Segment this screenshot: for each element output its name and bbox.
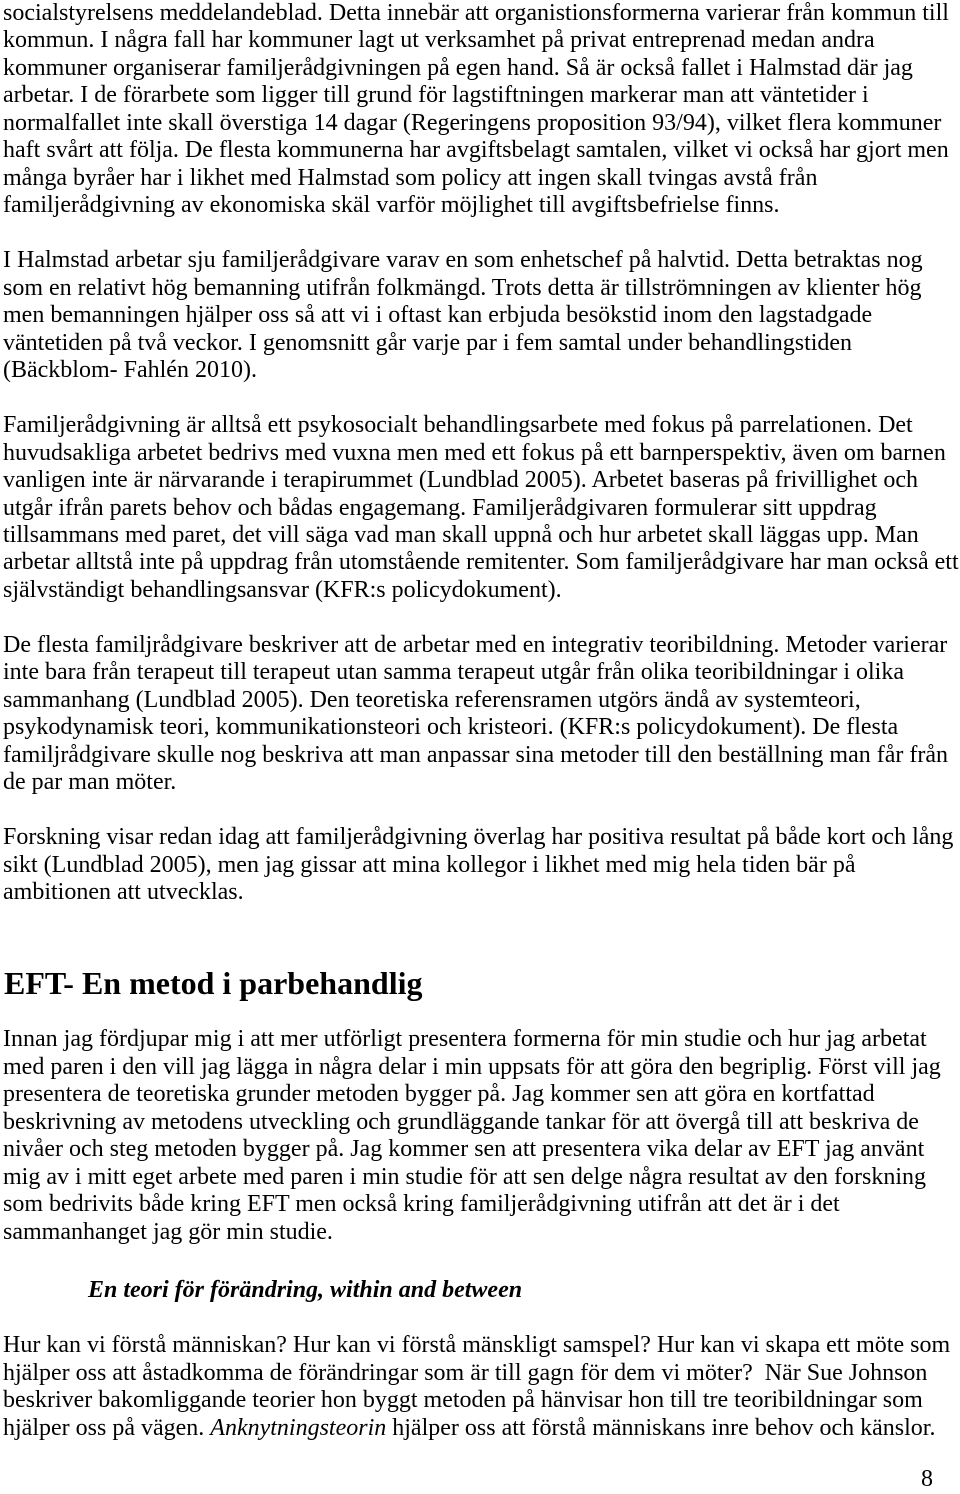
text-line: familjerådgivning av ekonomiska skäl varför möjlighet till avgiftsbefrielse finns.: [3, 192, 780, 219]
text-line: presentera de teoretiska grunder metoden bygger på. Jag kommer sen att göra en kortfattad: [3, 1081, 875, 1108]
text-line: de par man möter.: [3, 769, 177, 796]
text-line: med paren i den vill jag lägga in några delar i min uppsats för att göra den begriplig. Först vill jag: [3, 1053, 941, 1080]
text-line: sammanhang (Lundblad 2005). Den teoretiska referensramen utgörs ändå av systemteori,: [3, 686, 861, 713]
paragraph: [3, 247, 923, 384]
text-line: som en relativt hög bemanning utifrån folkmängd. Trots detta är tillströmningen av klienter hög: [3, 274, 922, 301]
text-line: sammanhanget jag gör min studie.: [3, 1218, 333, 1245]
text-line: huvudsakliga arbetet bedrivs med vuxna men med ett fokus på ett barnperspektiv, även om barnen: [3, 439, 946, 466]
text-line: haft svårt att följa. De flesta kommunerna har avgiftsbelagt samtalen, vilket vi också har gjort men: [3, 137, 949, 164]
text-line: De flesta familjrådgivare beskriver att de arbetar med en integrativ teoribildning. Metoder varierar: [3, 631, 948, 658]
text-line: tillsammans med paret, det vill säga vad man skall uppnå och hur arbetet skall läggas upp. Man: [3, 521, 919, 548]
paragraph: [3, 1026, 941, 1246]
subsection-heading: En teori för förändring, within and between: [88, 1277, 523, 1303]
text-line: inte bara från terapeut till terapeut utan samma terapeut utgår från olika teoribildningar i olika: [3, 659, 904, 686]
paragraph: [3, 412, 959, 604]
text-line: arbetar alltstå inte på uppdrag från utomstående remitenter. Som familjerådgivare har man också ett: [3, 549, 959, 576]
text-line: familjrådgivare skulle nog beskriva att man anpassar sina metoder till den beställning man får från: [3, 741, 949, 768]
italic-term: Anknytningsteorin: [210, 1414, 387, 1441]
text-line: Innan jag fördjupar mig i att mer utförligt presentera formerna för min studie och hur jag arbetat: [3, 1026, 927, 1053]
text-line: som bedrivits både kring EFT men också kring familjerådgivning utifrån att det är i det: [3, 1191, 840, 1218]
paragraph: [3, 632, 948, 797]
text-line: beskrivning av metodens utveckling och grundläggande tankar för att övergå till att beskriva de: [3, 1108, 919, 1135]
text-line: men bemanningen hjälper oss så att vi i oftast kan erbjuda besökstid inom den lagstadgade: [3, 302, 873, 329]
text-line: utgår ifrån parets behov och bådas engagemang. Familjerådgivaren formulerar sitt uppdrag: [3, 494, 877, 521]
text-line: socialstyrelsens meddelandeblad. Detta innebär att organistionsformerna varierar från kommun till: [3, 0, 949, 26]
text-line: mig av i mitt eget arbete med paren i min studie för att sen delge några resultat av den forskning: [3, 1163, 927, 1190]
page-number: 8: [921, 1466, 933, 1492]
text-line: normalfallet inte skall överstiga 14 dagar (Regeringens proposition 93/94), vilket flera kommuner: [3, 109, 942, 136]
text-line: nivåer och steg metoden bygger på. Jag kommer sen att presentera vika delar av EFT jag använt: [3, 1136, 925, 1163]
text-line: kommun. I några fall har kommuner lagt ut verksamhet på privat entreprenad medan andra: [3, 27, 875, 54]
text-line: ambitionen att utvecklas.: [3, 879, 244, 906]
text-run: hjälper oss på vägen.: [3, 1414, 211, 1441]
text-line: arbetar. I de förarbete som ligger till grund för lagstiftningen markerar man att väntetider i: [3, 82, 869, 109]
text-run: hjälper oss att förstå människans inre behov och känslor.: [386, 1414, 936, 1441]
text-line: [3, 1415, 950, 1442]
text-line: Familjerådgivning är alltså ett psykosocialt behandlingsarbete med fokus på parrelationen. Det: [3, 412, 913, 439]
text-line: psykodynamisk teori, kommunikationsteori och kristeori. (KFR:s policydokument). De flesta: [3, 714, 899, 741]
text-line: väntetiden på två veckor. I genomsnitt går varje par i fem samtal under behandlingstiden: [3, 329, 853, 356]
text-line: beskriver bakomliggande teorier hon byggt metoden på hänvisar hon till tre teoribildningar som: [3, 1387, 923, 1414]
text-line: vanligen inte är närvarande i terapirummet (Lundblad 2005). Arbetet baseras på frivillighet och: [3, 467, 918, 494]
text-line: hjälper oss att åstadkomma de förändringar som är till gagn för dem vi möter? När Sue Johnson: [3, 1359, 928, 1386]
text-line: Forskning visar redan idag att familjerådgivning överlag har positiva resultat på både kort och lång: [3, 824, 954, 851]
text-line: många byråer har i likhet med Halmstad som policy att ingen skall tvingas avstå från: [3, 164, 818, 191]
text-line: (Bäckblom- Fahlén 2010).: [3, 357, 257, 384]
paragraph: [3, 824, 953, 906]
paragraph: [3, 0, 949, 220]
text-line: I Halmstad arbetar sju familjerådgivare varav en som enhetschef på halvtid. Detta betraktas nog: [3, 247, 923, 274]
text-line: Hur kan vi förstå människan? Hur kan vi förstå mänskligt samspel? Hur kan vi skapa ett möte som: [3, 1332, 951, 1359]
text-line: kommuner organiserar familjerådgivningen på egen hand. Så är också fallet i Halmstad där jag: [3, 54, 913, 81]
paragraph: [3, 1332, 950, 1442]
section-heading: EFT- En metod i parbehandlig: [4, 965, 423, 1001]
text-line: sikt (Lundblad 2005), men jag gissar att mina kollegor i likhet med mig hela tiden bär på: [3, 851, 856, 878]
text-line: självständigt behandlingsansvar (KFR:s policydokument).: [3, 576, 562, 603]
